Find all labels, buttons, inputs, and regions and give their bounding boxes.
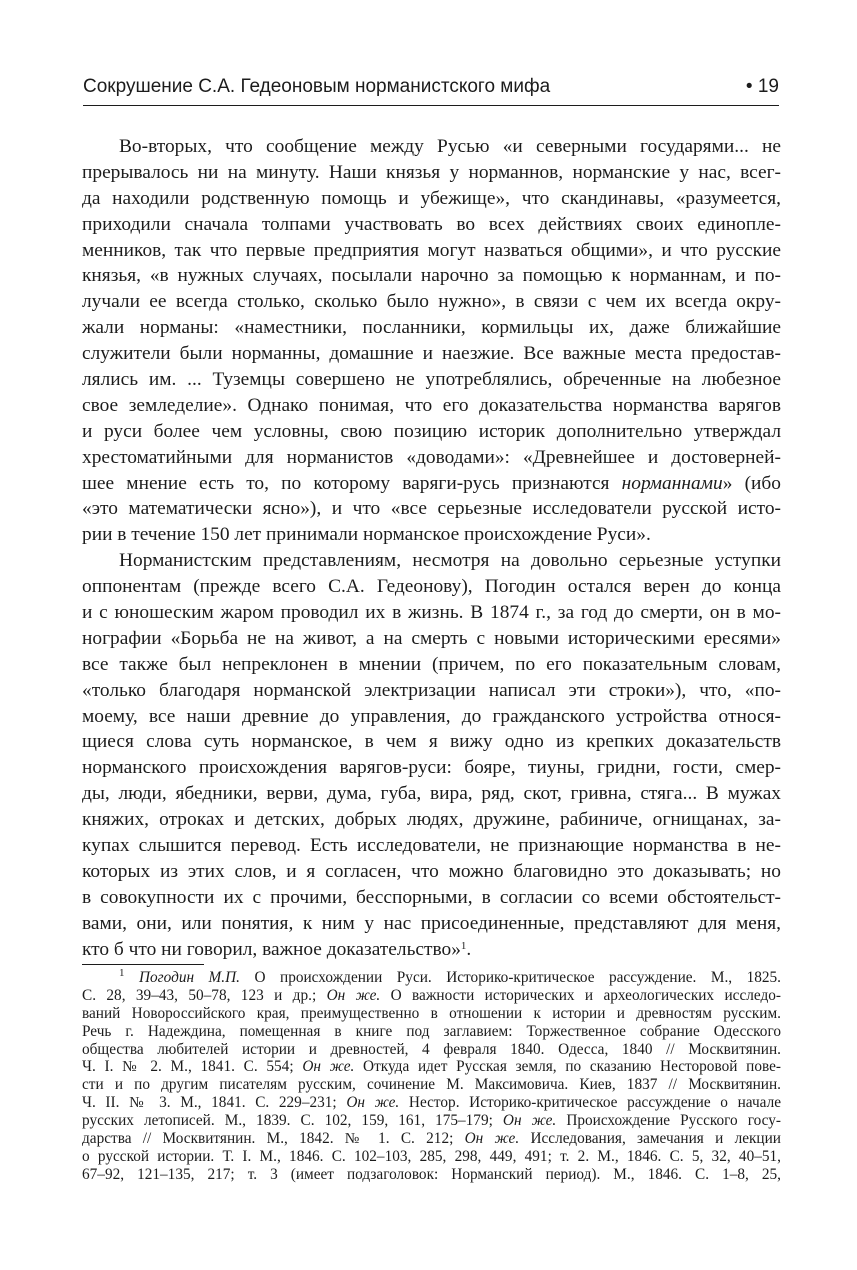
paragraph-2 xyxy=(82,548,781,962)
text-line: прерывалось ни на минуту. Наши князья у норманнов, норманские у нас, всег- xyxy=(82,161,781,183)
paragraph-1 xyxy=(82,134,781,548)
text-line: Норманистским представлениям, несмотря на довольно серьезные уступки xyxy=(119,550,781,572)
text-line: лучали ее всегда столько, сколько было нужно», в связи с чем их всегда окру- xyxy=(82,291,781,313)
footnote-line: сти и по другим писателям русским, сочинение М. Максимовича. Киев, 1837 // Москвитянин. xyxy=(82,1076,781,1094)
page-number: • 19 xyxy=(745,76,779,97)
text-line: рии в течение 150 лет принимали норманское происхождение Руси». xyxy=(82,524,651,546)
text-line: служители были норманны, домашние и наезжие. Все важные места предостав- xyxy=(82,343,781,365)
text-line: и с юношеским жаром проводил их в жизнь. В 1874 г., за год до смерти, он в мо- xyxy=(82,602,781,624)
text-line: жали норманы: «наместники, посланники, кормильцы их, даже ближайшие xyxy=(82,317,781,339)
text-line: князья, «в нужных случаях, посылали нарочно за помощью к норманнам, и по- xyxy=(82,265,781,287)
footnote xyxy=(82,969,781,1184)
header-divider xyxy=(83,105,779,106)
footnote-line: $^1$ Погодин М.П. О происхождении Руси. Историко-критическое рассуждение. М., 1825. xyxy=(119,967,781,986)
text-line: вами, они, или понятия, к ним у нас присоединенные, представляют для меня, xyxy=(82,912,781,934)
text-line: щиеся слова суть норманское, в чем я вижу одно из крепких доказательств xyxy=(82,731,781,753)
text-line: кто б что ни говорил, важное доказательство»$^1$. xyxy=(82,938,472,960)
text-line: приходили сначала толпами участвовать во всех действиях своих единопле- xyxy=(82,213,781,235)
text-line: шее мнение есть то, по которому варяги-русь признаются норманнами» (ибо xyxy=(82,472,781,494)
text-line: норманского происхождения варягов-руси: бояре, тиуны, гридни, гости, смер- xyxy=(82,757,781,779)
main-text xyxy=(82,134,781,963)
text-line: «это математически ясно»), и что «все серьезные исследователи русской исто- xyxy=(82,498,781,520)
text-line: купах слышится перевод. Есть исследователи, не признающие норманства в не- xyxy=(82,835,781,857)
footnote-line: Ч. II. № 3. М., 1841. С. 229–231; Он же. Нестор. Историко-критическое рассуждение о начале xyxy=(82,1094,781,1112)
text-line: лялись им. ... Туземцы совершено не употреблялись, обреченные на любезное xyxy=(82,369,781,391)
footnote-author: Погодин М.П. xyxy=(138,969,240,986)
text-line: хрестоматийными для норманистов «доводами»: «Древнейшее и достоверней- xyxy=(82,446,781,468)
text-line: оппонентам (прежде всего С.А. Гедеонову), Погодин остался верен до конца xyxy=(82,576,781,598)
text-line: Во-вторых, что сообщение между Русью «и северными государями... не xyxy=(119,136,781,157)
text-line: менников, так что первые предприятия могут назваться общими», и что русские xyxy=(82,239,781,261)
footnote-line: ваний Новороссийского края, преимущественно в отношении к истории и древностям русским. xyxy=(82,1004,781,1022)
text-line: в совокупности их с прочими, бесспорными, в согласии со всеми обстоятельст- xyxy=(82,886,781,908)
footnote-marker: 1 xyxy=(119,967,125,979)
footnote-line: дарства // Москвитянин. М., 1842. № 1. С. 212; Он же. Исследования, замечания и лекции xyxy=(82,1130,781,1148)
running-header xyxy=(83,74,779,104)
text-line: и руси более чем условны, свою позицию историк дополнительно утверждал xyxy=(82,420,781,442)
text-line: «только благодаря норманской электризации написал эти строки»), что, «по- xyxy=(82,679,781,701)
text-line: ды, люди, ябедники, верви, дума, губа, вира, ряд, скот, гривна, стяга... В мужах xyxy=(82,783,781,805)
footnote-line: русских летописей. М., 1839. С. 102, 159, 161, 175–179; Он же. Происхождение Русского госу- xyxy=(82,1112,782,1130)
text-line: свое земледелие». Однако понимая, что его доказательства норманства варягов xyxy=(82,394,781,416)
footnote-line: общества любителей истории и древностей, 4 февраля 1840. Одесса, 1840 // Москвитянин. xyxy=(82,1040,781,1058)
text-line: да находили родственную помощь и убежище», что скандинавы, «разумеется, xyxy=(82,187,781,209)
text-line: все также был непреклонен в мнении (причем, по его показательным словам, xyxy=(82,653,781,675)
text-line: нографии «Борьба не на живот, а на смерть с новыми историческими ересями» xyxy=(82,627,781,649)
footnote-line: С. 28, 39–43, 50–78, 123 и др.; Он же. О важности исторических и археологических исследо- xyxy=(82,986,781,1004)
footnote-reference: 1 xyxy=(460,939,467,952)
text-line: княжих, отроках и детских, добрых людях, дружине, рабиниче, огнищанах, за- xyxy=(82,809,781,831)
text-line: которых из этих слов, и я согласен, что можно благовидно это доказывать; но xyxy=(82,860,781,882)
footnote-line: о русской истории. Т. I. М., 1846. С. 102–103, 285, 298, 449, 491; т. 2. М., 1846. С. 5, 32, 40–51, xyxy=(82,1147,781,1165)
text-line: моему, все наши древние до управления, до гражданского устройства относя- xyxy=(82,705,781,727)
footnote-divider xyxy=(82,964,204,965)
running-header-title: Сокрушение С.А. Гедеоновым норманистского мифа xyxy=(83,76,551,97)
footnote-line: Речь г. Надеждина, помещенная в книге под заглавием: Торжественное собрание Одесского xyxy=(82,1022,781,1040)
footnote-line: Ч. I. № 2. М., 1841. С. 554; Он же. Откуда идет Русская земля, по сказанию Несторовой пове- xyxy=(82,1058,781,1076)
footnote-line: 67–92, 121–135, 217; т. 3 (имеет подзаголовок: Норманский период). М., 1846. С. 1–8, 25, xyxy=(82,1165,781,1183)
